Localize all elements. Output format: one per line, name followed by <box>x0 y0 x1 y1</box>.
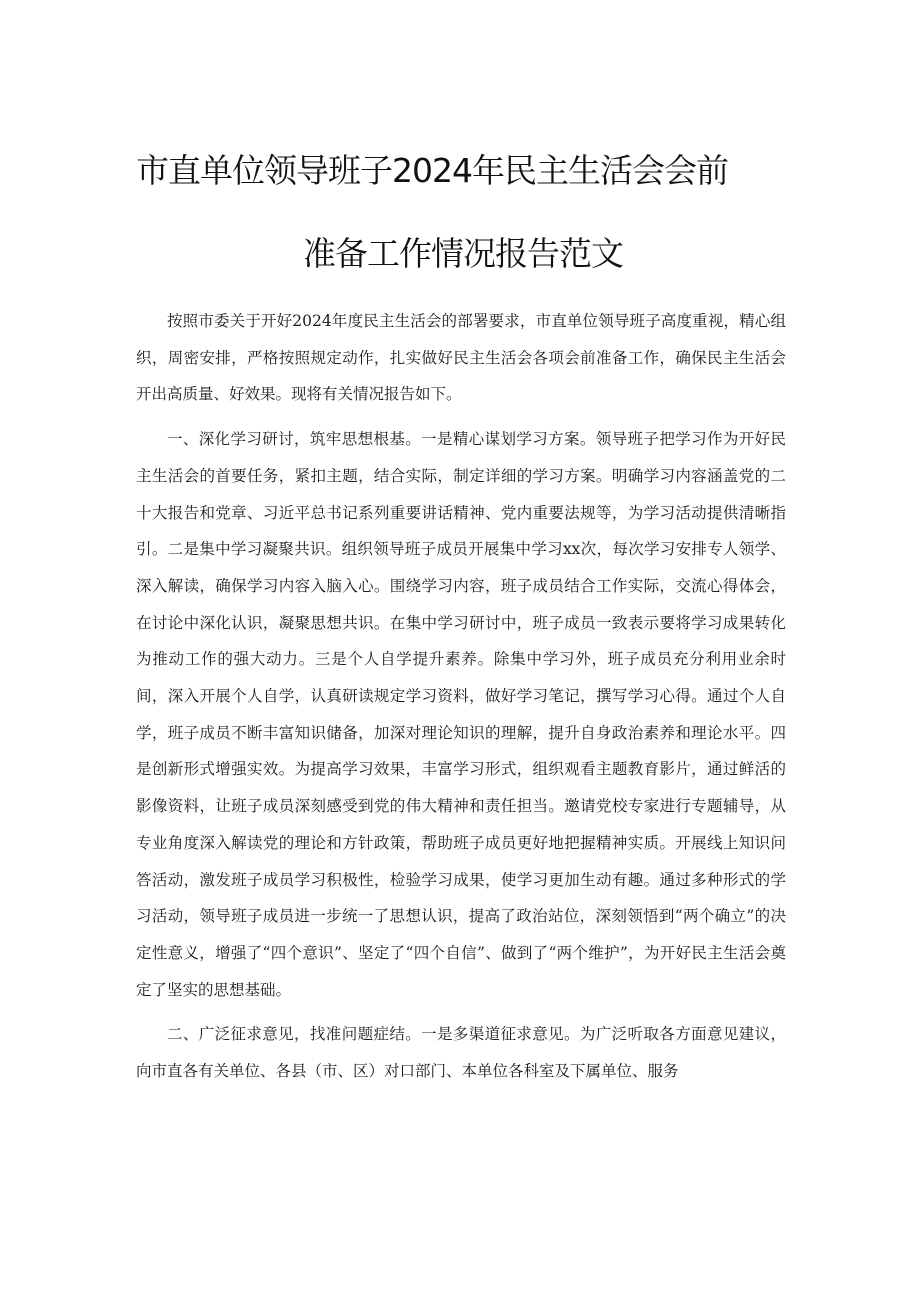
paragraph-section-2: 二、广泛征求意见，找准问题症结。一是多渠道征求意见。为广泛听取各方面意见建议，向市直各有关单位、各县（市、区）对口部门、本单位各科室及下属单位、服务 <box>136 1025 786 1081</box>
document-body <box>136 303 786 1090</box>
paragraph-section-1: 一、深化学习研讨，筑牢思想根基。一是精心谋划学习方案。领导班子把学习作为开好民主生活会的首要任务，紧扣主题，结合实际，制定详细的学习方案。明确学习内容涵盖党的二十大报告和党章、习近平总书记系列重要讲话精神、党内重要法规等，为学习活动提供清晰指引。二是集中学习凝聚共识。组织领导班子成员开展集中学习xx次，每次学习安排专人领学、深入解读，确保学习内容入脑入心。围绕学习内容，班子成员结合工作实际，交流心得体会，在讨论中深化认识，凝聚思想共识。在集中学习研讨中，班子成员一致表示要将学习成果转化为推动工作的强大动力。三是个人自学提升素养。除集中学习外，班子成员充分利用业余时间，深入开展个人自学，认真研读规定学习资料，做好学习笔记，撰写学习心得。通过个人自学，班子成员不断丰富知识储备，加深对理论知识的理解，提升自身政治素养和理论水平。四是创新形式增强实效。为提高学习效果，丰富学习形式，组织观看主题教育影片，通过鲜活的影像资料，让班子成员深刻感受到党的伟大精神和责任担当。邀请党校专家进行专题辅导，从专业角度深入解读党的理论和方针政策，帮助班子成员更好地把握精神实质。开展线上知识问答活动，激发班子成员学习积极性，检验学习成果，使学习更加生动有趣。通过多种形式的学习活动，领导班子成员进一步统一了思想认识，提高了政治站位，深刻领悟到“两个确立”的决定性意义，增强了“四个意识”、坚定了“四个自信”、做到了“两个维护”，为开好民主生活会奠定了坚实的思想基础。 <box>136 430 786 999</box>
paragraph-intro: 按照市委关于开好2024年度民主生活会的部署要求，市直单位领导班子高度重视，精心组织，周密安排，严格按照规定动作，扎实做好民主生活会各项会前准备工作，确保民主生活会开出高质量、好效果。现将有关情况报告如下。 <box>136 312 786 404</box>
document-title-line-1: 市直单位领导班子2024年民主生活会会前 <box>136 151 728 190</box>
document-title-line-2: 准备工作情况报告范文 <box>303 234 623 273</box>
